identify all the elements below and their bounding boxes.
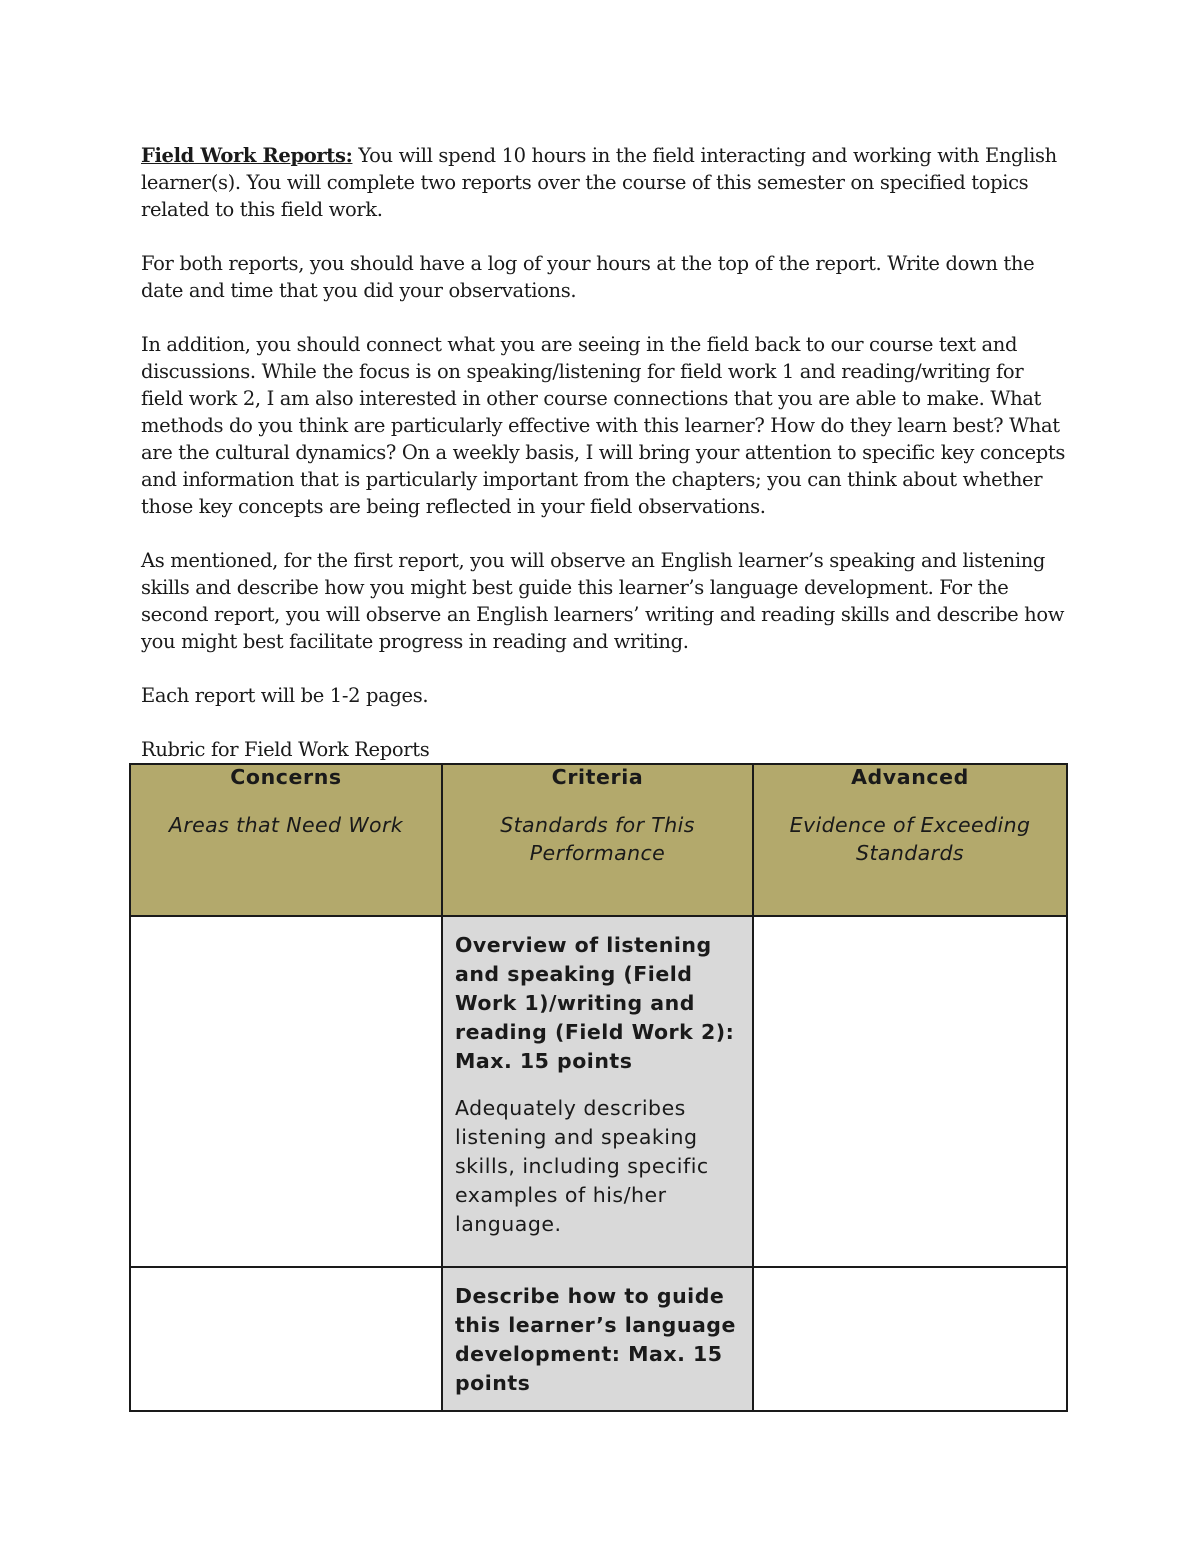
concerns-cell: [130, 916, 442, 1267]
hours-log-paragraph: For both reports, you should have a log of your hours at the top of the report. Write down the date and time that you did your observations.: [141, 252, 1035, 302]
course-connections-paragraph: In addition, you should connect what you are seeing in the field back to our course text and discussions. While the focus is on speaking/listening for field work 1 and reading/writing for field work 2, I am also interested in other course connections that you are able to make. What methods do you think are particularly effective with this learner? How do they learn best? What are the cultural dynamics? On a weekly basis, I will bring your attention to specific key concepts and information that is particularly important from the chapters; you can think about whether those key concepts are being reflected in your field observations.: [141, 333, 1066, 518]
rubric-caption: Rubric for Field Work Reports: [141, 738, 430, 761]
rubric-row: [130, 916, 1067, 1267]
advanced-column-header: [753, 764, 1067, 916]
concerns-column-header: [130, 764, 442, 916]
criteria-cell: [442, 1267, 753, 1411]
report-topics-paragraph: As mentioned, for the first report, you will observe an English learner’s speaking and listening skills and describe how you might best guide this learner’s language development. For the second report, you will observe an English learners’ writing and reading skills and describe how you might best facilitate progress in reading and writing.: [141, 549, 1065, 653]
rubric-header-row: [130, 764, 1067, 916]
advanced-cell: [753, 916, 1067, 1267]
intro-paragraph: [141, 142, 1066, 223]
advanced-title: Advanced: [851, 765, 969, 789]
document-body: [141, 142, 1066, 763]
advanced-subtitle: Evidence of Exceeding Standards: [789, 813, 1031, 865]
advanced-cell: [753, 1267, 1067, 1411]
criteria-title: Criteria: [551, 765, 644, 789]
report-length-paragraph: Each report will be 1-2 pages.: [141, 684, 429, 707]
criteria-heading: Describe how to guide this learner’s language development: Max. 15 points: [455, 1284, 736, 1395]
criteria-subtitle: Standards for This Performance: [500, 813, 695, 865]
rubric-row: [130, 1267, 1067, 1411]
rubric-table: [129, 763, 1068, 1412]
criteria-description: Adequately describes listening and speaking skills, including specific examples of his/her language.: [455, 1096, 709, 1236]
concerns-cell: [130, 1267, 442, 1411]
criteria-column-header: [442, 764, 753, 916]
criteria-heading: Overview of listening and speaking (Field Work 1)/writing and reading (Field Work 2): Max. 15 points: [455, 933, 735, 1073]
concerns-title: Concerns: [230, 765, 342, 789]
criteria-cell: [442, 916, 753, 1267]
intro-text: You will spend 10 hours in the field interacting and working with English learner(s). You will complete two reports over the course of this semester on specified topics related to this field work.: [141, 144, 1057, 221]
concerns-subtitle: Areas that Need Work: [168, 813, 404, 837]
field-work-reports-heading: Field Work Reports:: [141, 144, 353, 167]
